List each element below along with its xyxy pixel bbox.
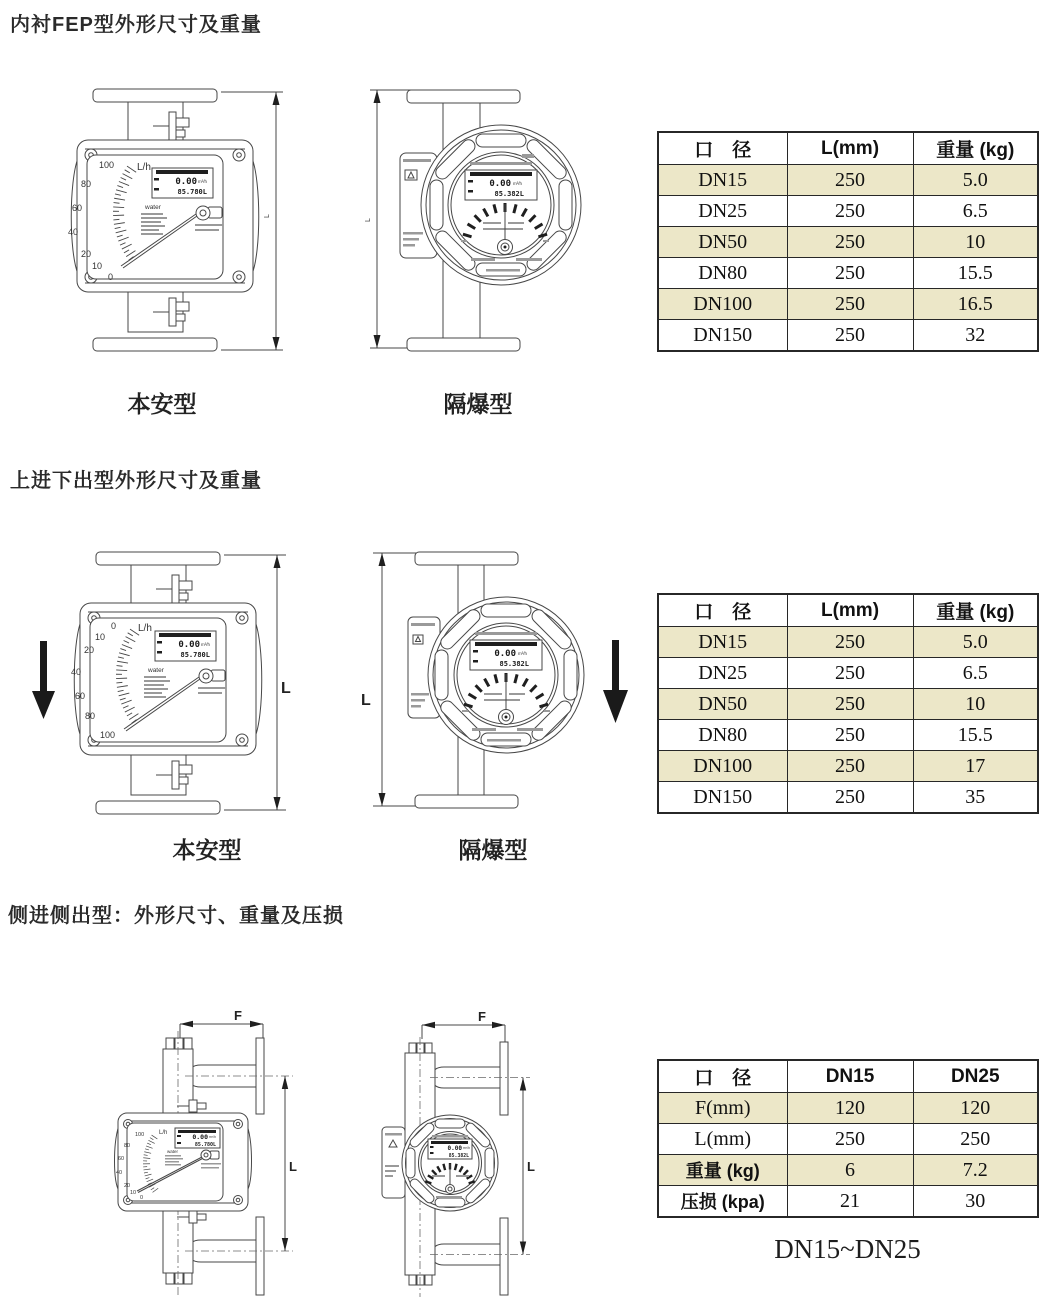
dim-label-l: L [264, 214, 271, 218]
lcd-display [465, 170, 537, 200]
svg-text:85.382L: 85.382L [499, 660, 529, 668]
svg-text:0.00: 0.00 [175, 177, 197, 187]
svg-text:m³/h: m³/h [198, 179, 207, 184]
table-row: DN50 250 10 [658, 227, 1038, 258]
section-title-topdown: 上进下出型外形尺寸及重量 [10, 470, 262, 492]
scale-label: 60 [75, 691, 86, 701]
needle-pivot [196, 206, 210, 220]
col-header: 口 径 [658, 1060, 787, 1093]
type-label-explosion-1: 隔爆型 [443, 391, 513, 417]
dimension-f [422, 1009, 505, 1042]
section-title-fep: 内衬FEP型外形尺寸及重量 [10, 14, 262, 36]
table-row: DN80 250 15.5 [658, 720, 1038, 751]
svg-text:85.780L: 85.780L [180, 651, 210, 659]
scale-label: 60 [72, 203, 83, 213]
svg-text:85.382L: 85.382L [494, 190, 524, 198]
svg-text:0.00: 0.00 [178, 640, 200, 650]
svg-text:m³/h: m³/h [518, 651, 527, 656]
svg-text:0: 0 [140, 1195, 144, 1201]
table-row: DN100 250 16.5 [658, 289, 1038, 320]
svg-text:L: L [527, 1159, 535, 1174]
table-row: DN150 250 32 [658, 320, 1038, 352]
drawing-topdown-explosion-proof [345, 545, 640, 830]
table-topdown [657, 593, 1039, 814]
table-row: DN15 250 5.0 [658, 627, 1038, 658]
table-row: DN100 250 17 [658, 751, 1038, 782]
scale-label: 0 [111, 621, 117, 631]
flow-unit-label: L/h [137, 162, 151, 173]
scale-label: 20 [81, 249, 92, 259]
flow-direction-arrow [603, 640, 628, 723]
diameter-range-note: DN15~DN25 [774, 1234, 921, 1264]
svg-text:L: L [289, 1159, 297, 1174]
dim-label-l: L [281, 680, 291, 697]
scale-label: 100 [99, 160, 115, 170]
col-header: L(mm) [787, 132, 913, 165]
svg-text:80: 80 [124, 1143, 131, 1149]
table-row: F(mm) 120 120 [658, 1093, 1038, 1124]
table-header-row [658, 594, 1038, 627]
table-row: DN25 250 6.5 [658, 658, 1038, 689]
svg-text:L/h: L/h [159, 1130, 168, 1136]
scale-label: 10 [92, 261, 103, 271]
scale-label: 40 [68, 227, 79, 237]
medium-label: water [148, 667, 164, 674]
drawing-fep-explosion-proof [358, 82, 593, 369]
lcd-display [155, 631, 216, 661]
scale-label: 80 [81, 179, 92, 189]
svg-text:water: water [167, 1149, 179, 1154]
type-label-explosion-2: 隔爆型 [458, 837, 528, 863]
lcd-display [152, 168, 213, 198]
section-title-side: 侧进侧出型：外形尺寸、重量及压损 [8, 905, 344, 927]
col-header: 口 径 [658, 594, 787, 627]
type-label-intrinsic-2: 本安型 [172, 837, 242, 863]
svg-text:85.780L: 85.780L [194, 1142, 216, 1148]
drawing-topdown-intrinsic-safe [28, 545, 298, 830]
svg-text:20: 20 [124, 1183, 131, 1189]
col-header: 重量 (kg) [913, 132, 1038, 165]
svg-text:L: L [365, 218, 372, 222]
needle-pivot [199, 669, 213, 683]
bottom-pipe-flange [93, 292, 217, 351]
flow-unit-label: L/h [138, 623, 152, 634]
svg-text:85.382L: 85.382L [448, 1154, 469, 1159]
table-row: DN50 250 10 [658, 689, 1038, 720]
lcd-display [175, 1128, 220, 1148]
scale-label: 100 [100, 730, 116, 740]
table-header-row [658, 132, 1038, 165]
table-row: DN80 250 15.5 [658, 258, 1038, 289]
svg-text:m³/h: m³/h [513, 181, 522, 186]
dimension-l [282, 1076, 297, 1251]
lcd-display [428, 1139, 472, 1159]
dimension-l [520, 1078, 535, 1255]
col-header: DN15 [787, 1060, 913, 1093]
drawing-fep-intrinsic-safe [45, 82, 290, 372]
svg-text:F: F [478, 1009, 486, 1024]
bottom-pipe-flange [96, 755, 220, 814]
table-fep [657, 131, 1039, 352]
top-pipe-flange [96, 552, 220, 605]
table-row: L(mm) 250 250 [658, 1124, 1038, 1155]
svg-text:0.00: 0.00 [489, 179, 511, 189]
table-row: 压损 (kpa) 21 30 [658, 1186, 1038, 1218]
round-housing [421, 125, 581, 285]
scale-label: 20 [84, 645, 95, 655]
svg-text:0.00: 0.00 [494, 649, 516, 659]
table-row: DN150 250 35 [658, 782, 1038, 814]
table-row: 重量 (kg) 6 7.2 [658, 1155, 1038, 1186]
svg-text:100: 100 [135, 1132, 145, 1138]
dim-label-l: L [361, 692, 371, 709]
col-header: 重量 (kg) [913, 594, 1038, 627]
dimension-f [180, 1008, 263, 1041]
svg-text:0.00: 0.00 [192, 1133, 208, 1141]
type-label-intrinsic-1: 本安型 [127, 391, 197, 417]
svg-text:m³/h: m³/h [463, 1146, 470, 1150]
table-header-row [658, 1060, 1038, 1093]
table-row: DN25 250 6.5 [658, 196, 1038, 227]
svg-text:85.780L: 85.780L [177, 188, 207, 196]
scale-label: 80 [85, 711, 96, 721]
flow-direction-arrow [32, 641, 55, 719]
svg-text:m³/h: m³/h [209, 1135, 216, 1139]
col-header: DN25 [913, 1060, 1038, 1093]
drawing-side-intrinsic-safe [103, 1005, 308, 1305]
svg-text:60: 60 [118, 1156, 125, 1162]
svg-text:0.00: 0.00 [447, 1145, 462, 1152]
scale-label: 40 [71, 667, 82, 677]
medium-label: water [145, 204, 161, 211]
col-header: L(mm) [787, 594, 913, 627]
table-row: DN15 250 5.0 [658, 165, 1038, 196]
top-pipe-flange [93, 89, 217, 142]
meter-body [115, 1113, 252, 1211]
svg-text:m³/h: m³/h [201, 642, 210, 647]
table-side [657, 1059, 1039, 1218]
dial-face [68, 155, 223, 282]
lcd-display [470, 640, 542, 670]
drawing-side-explosion-proof [352, 1005, 547, 1305]
svg-text:F: F [234, 1008, 242, 1023]
col-header: 口 径 [658, 132, 787, 165]
scale-label: 10 [95, 632, 106, 642]
svg-text:40: 40 [116, 1170, 123, 1176]
scale-label: 0 [108, 272, 114, 282]
svg-text:10: 10 [130, 1190, 137, 1196]
dial-face [71, 618, 226, 742]
